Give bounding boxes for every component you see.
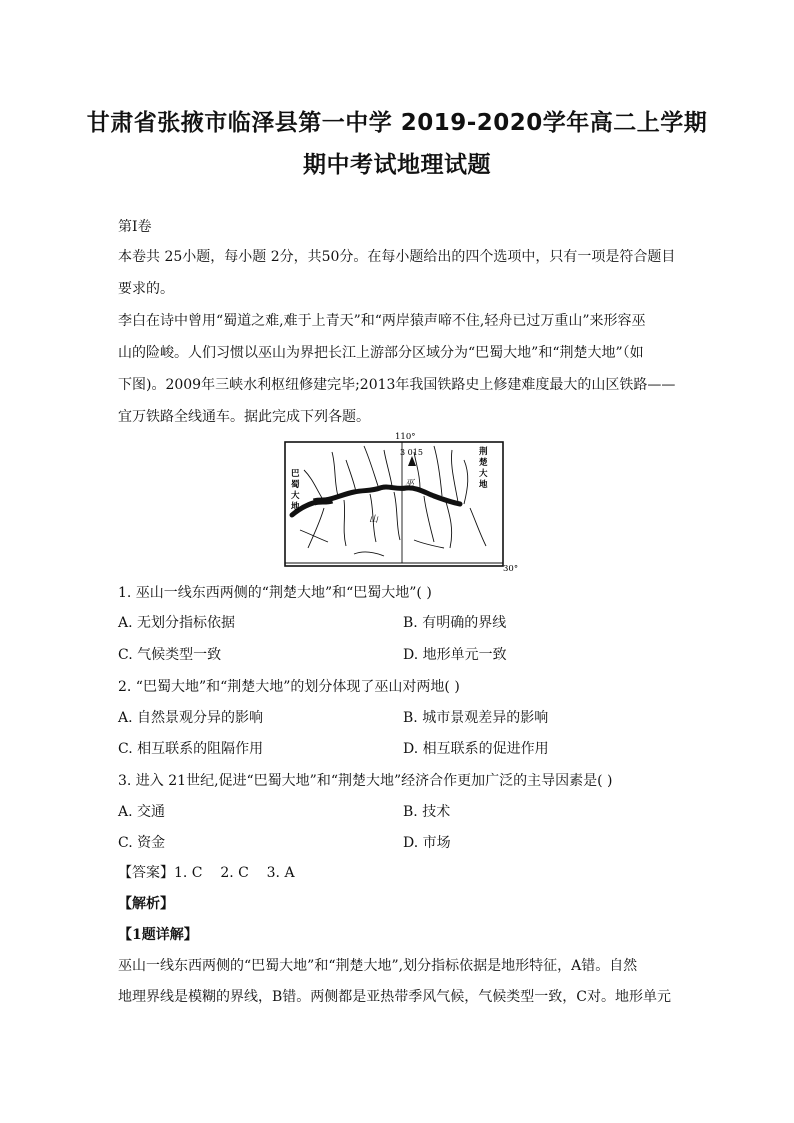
svg-text:地: 地 <box>291 502 300 512</box>
svg-text:大: 大 <box>291 491 300 501</box>
question-2-option-b: B. 城市景观差异的影响 <box>403 710 549 726</box>
question-3-stem: 3. 进入 21世纪,促进“巴蜀大地”和“荆楚大地”经济合作更加广泛的主导因素是( ) <box>118 773 613 789</box>
instructions-line-2: 要求的。 <box>118 281 174 297</box>
right-region-label <box>479 446 488 490</box>
svg-text:荆: 荆 <box>479 447 488 457</box>
wu-label: 巫 <box>405 479 415 489</box>
svg-text:楚: 楚 <box>479 458 488 468</box>
shan-label: 山 <box>369 515 379 525</box>
question-1-option-a: A. 无划分指标依据 <box>118 615 236 631</box>
question-3-option-b: B. 技术 <box>403 804 451 820</box>
svg-text:地: 地 <box>479 480 488 490</box>
svg-text:蜀: 蜀 <box>291 480 300 490</box>
peak-elevation-label: 3 015 <box>400 448 423 457</box>
passage-line-4: 宜万铁路全线通车。据此完成下列各题。 <box>118 409 370 425</box>
explanation-line-1: 巫山一线东西两侧的“巴蜀大地”和“荆楚大地”,划分指标依据是地形特征，A错。自然 <box>118 958 638 974</box>
longitude-label: 110° <box>395 432 416 442</box>
detail-heading: 【1题详解】 <box>118 927 198 943</box>
question-1-option-b: B. 有明确的界线 <box>403 615 507 631</box>
left-region-label <box>291 469 300 512</box>
svg-text:大: 大 <box>479 469 488 479</box>
explanation-line-2: 地理界线是模糊的界线，B错。两侧都是亚热带季风气候，气候类型一致，C对。地形单元 <box>118 989 671 1005</box>
latitude-label: 30° <box>503 564 519 574</box>
answer-line: 【答案】1. C 2. C 3. A <box>118 865 295 881</box>
wushan-region-map <box>274 430 519 575</box>
question-3-option-c: C. 资金 <box>118 835 166 851</box>
yangtze-river-wide-section <box>314 500 332 502</box>
passage-line-2: 山的险峻。人们习惯以巫山为界把长江上游部分区域分为“巴蜀大地”和“荆楚大地”（如 <box>118 345 644 361</box>
svg-text:巴: 巴 <box>291 469 300 479</box>
question-2-stem: 2. “巴蜀大地”和“荆楚大地”的划分体现了巫山对两地( ) <box>118 679 460 695</box>
instructions-line-1: 本卷共 25小题，每小题 2分，共50分。在每小题给出的四个选项中，只有一项是符合题目 <box>118 249 676 265</box>
question-3-option-a: A. 交通 <box>118 804 166 820</box>
passage-line-1: 李白在诗中曾用“蜀道之难,难于上青天”和“两岸猿声啼不住,轻舟已过万重山”来形容巫 <box>118 313 646 329</box>
question-3-option-d: D. 市场 <box>403 835 451 851</box>
title-line-2: 期中考试地理试题 <box>303 152 491 178</box>
question-2-option-a: A. 自然景观分异的影响 <box>118 710 264 726</box>
question-1-option-d: D. 地形单元一致 <box>403 647 507 663</box>
analysis-heading: 【解析】 <box>118 896 174 912</box>
question-1-option-c: C. 气候类型一致 <box>118 647 222 663</box>
title-line-1: 甘肃省张掖市临泽县第一中学 2019-2020学年高二上学期 <box>86 110 708 136</box>
section-label: 第Ⅰ卷 <box>118 219 152 235</box>
question-2-option-d: D. 相互联系的促进作用 <box>403 741 549 757</box>
question-2-option-c: C. 相互联系的阻隔作用 <box>118 741 264 757</box>
question-1-stem: 1. 巫山一线东西两侧的“荆楚大地”和“巴蜀大地”( ) <box>118 585 432 601</box>
passage-line-3: 下图)。2009年三峡水利枢纽修建完毕;2013年我国铁路史上修建难度最大的山区铁路—— <box>118 377 676 393</box>
